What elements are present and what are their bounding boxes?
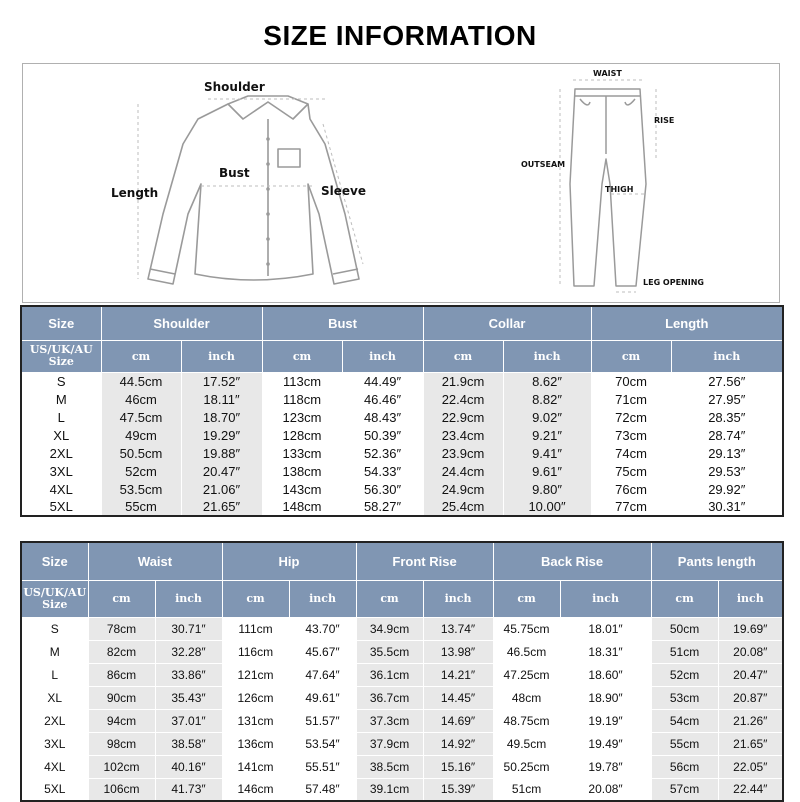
measurement-cell: 48cm xyxy=(493,686,560,709)
measurement-cell: 86cm xyxy=(88,663,155,686)
measurement-cell: 8.82″ xyxy=(503,390,591,408)
measurement-cell: 21.06″ xyxy=(181,480,262,498)
measurement-cell: 46.46″ xyxy=(342,390,423,408)
measurement-cell: 27.56″ xyxy=(671,372,783,390)
measurement-cell: 34.9cm xyxy=(356,617,423,640)
unit-cm: cm xyxy=(262,340,342,372)
measurement-cell: 54cm xyxy=(651,709,718,732)
header-length: Length xyxy=(591,306,783,340)
measurement-cell: 36.7cm xyxy=(356,686,423,709)
measurement-cell: 19.78″ xyxy=(560,755,651,778)
thigh-label: THIGH xyxy=(605,185,634,194)
size-cell: 4XL xyxy=(21,755,88,778)
table-row xyxy=(21,617,783,640)
size-cell: S xyxy=(21,372,101,390)
measurement-cell: 20.47″ xyxy=(718,663,783,686)
measurement-cell: 47.64″ xyxy=(289,663,356,686)
measurement-cell: 38.58″ xyxy=(155,732,222,755)
measurement-cell: 94cm xyxy=(88,709,155,732)
size-cell: 3XL xyxy=(21,732,88,755)
unit-cm: cm xyxy=(493,580,560,617)
measurement-cell: 53cm xyxy=(651,686,718,709)
measurement-cell: 106cm xyxy=(88,778,155,801)
measurement-diagram xyxy=(22,63,780,303)
table-row xyxy=(21,408,783,426)
measurement-cell: 47.5cm xyxy=(101,408,181,426)
measurement-cell: 22.9cm xyxy=(423,408,503,426)
size-cell: 5XL xyxy=(21,498,101,516)
unit-inch: inch xyxy=(342,340,423,372)
measurement-cell: 46.5cm xyxy=(493,640,560,663)
measurement-cell: 33.86″ xyxy=(155,663,222,686)
measurement-cell: 19.88″ xyxy=(181,444,262,462)
unit-cm: cm xyxy=(88,580,155,617)
measurement-cell: 138cm xyxy=(262,462,342,480)
measurement-cell: 126cm xyxy=(222,686,289,709)
shoulder-label: Shoulder xyxy=(204,80,265,94)
measurement-cell: 9.61″ xyxy=(503,462,591,480)
waist-label: WAIST xyxy=(593,69,622,78)
table-row xyxy=(21,390,783,408)
measurement-cell: 52cm xyxy=(651,663,718,686)
measurement-cell: 72cm xyxy=(591,408,671,426)
unit-inch: inch xyxy=(155,580,222,617)
shirt-illustration xyxy=(23,64,383,302)
unit-inch: inch xyxy=(423,580,493,617)
measurement-cell: 51.57″ xyxy=(289,709,356,732)
measurement-cell: 25.4cm xyxy=(423,498,503,516)
size-cell: M xyxy=(21,390,101,408)
pants-table-body xyxy=(21,617,783,801)
measurement-cell: 55cm xyxy=(101,498,181,516)
page-title: SIZE INFORMATION xyxy=(263,20,537,51)
measurement-cell: 18.90″ xyxy=(560,686,651,709)
measurement-cell: 14.45″ xyxy=(423,686,493,709)
measurement-cell: 54.33″ xyxy=(342,462,423,480)
measurement-cell: 20.47″ xyxy=(181,462,262,480)
header-hip: Hip xyxy=(222,542,356,580)
measurement-cell: 14.21″ xyxy=(423,663,493,686)
measurement-cell: 111cm xyxy=(222,617,289,640)
measurement-cell: 21.9cm xyxy=(423,372,503,390)
length-label: Length xyxy=(111,186,159,200)
header-pants-length: Pants length xyxy=(651,542,783,580)
measurement-cell: 30.71″ xyxy=(155,617,222,640)
header-collar: Collar xyxy=(423,306,591,340)
sleeve-label: Sleeve xyxy=(321,184,366,198)
measurement-cell: 143cm xyxy=(262,480,342,498)
table-row xyxy=(21,498,783,516)
measurement-cell: 9.80″ xyxy=(503,480,591,498)
measurement-cell: 13.74″ xyxy=(423,617,493,640)
table-row xyxy=(21,709,783,732)
measurement-cell: 23.4cm xyxy=(423,426,503,444)
measurement-cell: 50.5cm xyxy=(101,444,181,462)
measurement-cell: 39.1cm xyxy=(356,778,423,801)
bust-label: Bust xyxy=(219,166,250,180)
header-waist: Waist xyxy=(88,542,222,580)
measurement-cell: 38.5cm xyxy=(356,755,423,778)
measurement-cell: 37.3cm xyxy=(356,709,423,732)
unit-cm: cm xyxy=(356,580,423,617)
measurement-cell: 24.4cm xyxy=(423,462,503,480)
size-cell: L xyxy=(21,408,101,426)
measurement-cell: 49.61″ xyxy=(289,686,356,709)
size-sub-label: US/UK/AU Size xyxy=(21,580,88,617)
measurement-cell: 27.95″ xyxy=(671,390,783,408)
measurement-cell: 44.49″ xyxy=(342,372,423,390)
measurement-cell: 75cm xyxy=(591,462,671,480)
measurement-cell: 53.54″ xyxy=(289,732,356,755)
measurement-cell: 45.75cm xyxy=(493,617,560,640)
measurement-cell: 19.19″ xyxy=(560,709,651,732)
measurement-cell: 8.62″ xyxy=(503,372,591,390)
measurement-cell: 15.16″ xyxy=(423,755,493,778)
measurement-cell: 45.67″ xyxy=(289,640,356,663)
measurement-cell: 98cm xyxy=(88,732,155,755)
measurement-cell: 49.5cm xyxy=(493,732,560,755)
measurement-cell: 50.25cm xyxy=(493,755,560,778)
measurement-cell: 41.73″ xyxy=(155,778,222,801)
measurement-cell: 29.53″ xyxy=(671,462,783,480)
measurement-cell: 22.44″ xyxy=(718,778,783,801)
measurement-cell: 15.39″ xyxy=(423,778,493,801)
unit-inch: inch xyxy=(503,340,591,372)
measurement-cell: 21.65″ xyxy=(718,732,783,755)
measurement-cell: 30.31″ xyxy=(671,498,783,516)
table-row xyxy=(21,778,783,801)
table-row xyxy=(21,663,783,686)
pants-size-table xyxy=(20,541,784,802)
header-shoulder: Shoulder xyxy=(101,306,262,340)
measurement-cell: 121cm xyxy=(222,663,289,686)
measurement-cell: 48.43″ xyxy=(342,408,423,426)
measurement-cell: 77cm xyxy=(591,498,671,516)
measurement-cell: 9.41″ xyxy=(503,444,591,462)
table-row xyxy=(21,732,783,755)
measurement-cell: 58.27″ xyxy=(342,498,423,516)
measurement-cell: 21.65″ xyxy=(181,498,262,516)
rise-label: RISE xyxy=(654,116,675,125)
measurement-cell: 20.08″ xyxy=(718,640,783,663)
header-size: Size xyxy=(21,542,88,580)
measurement-cell: 21.26″ xyxy=(718,709,783,732)
measurement-cell: 56.30″ xyxy=(342,480,423,498)
leg-opening-label: LEG OPENING xyxy=(643,278,704,287)
measurement-cell: 141cm xyxy=(222,755,289,778)
size-cell: 4XL xyxy=(21,480,101,498)
measurement-cell: 18.11″ xyxy=(181,390,262,408)
size-cell: S xyxy=(21,617,88,640)
measurement-cell: 47.25cm xyxy=(493,663,560,686)
unit-inch: inch xyxy=(181,340,262,372)
measurement-cell: 57cm xyxy=(651,778,718,801)
header-front-rise: Front Rise xyxy=(356,542,493,580)
measurement-cell: 133cm xyxy=(262,444,342,462)
unit-inch: inch xyxy=(718,580,783,617)
measurement-cell: 78cm xyxy=(88,617,155,640)
table-row xyxy=(21,640,783,663)
measurement-cell: 35.43″ xyxy=(155,686,222,709)
measurement-cell: 28.74″ xyxy=(671,426,783,444)
header-back-rise: Back Rise xyxy=(493,542,651,580)
measurement-cell: 19.29″ xyxy=(181,426,262,444)
measurement-cell: 29.92″ xyxy=(671,480,783,498)
measurement-cell: 50cm xyxy=(651,617,718,640)
table-row xyxy=(21,462,783,480)
size-cell: L xyxy=(21,663,88,686)
measurement-cell: 18.31″ xyxy=(560,640,651,663)
measurement-cell: 146cm xyxy=(222,778,289,801)
measurement-cell: 13.98″ xyxy=(423,640,493,663)
measurement-cell: 74cm xyxy=(591,444,671,462)
unit-cm: cm xyxy=(423,340,503,372)
measurement-cell: 22.4cm xyxy=(423,390,503,408)
unit-inch: inch xyxy=(671,340,783,372)
measurement-cell: 18.70″ xyxy=(181,408,262,426)
unit-inch: inch xyxy=(560,580,651,617)
table-row xyxy=(21,755,783,778)
table-row xyxy=(21,686,783,709)
measurement-cell: 28.35″ xyxy=(671,408,783,426)
measurement-cell: 44.5cm xyxy=(101,372,181,390)
measurement-cell: 29.13″ xyxy=(671,444,783,462)
measurement-cell: 128cm xyxy=(262,426,342,444)
outseam-label: OUTSEAM xyxy=(521,160,566,169)
measurement-cell: 50.39″ xyxy=(342,426,423,444)
header-size: Size xyxy=(21,306,101,340)
measurement-cell: 76cm xyxy=(591,480,671,498)
measurement-cell: 123cm xyxy=(262,408,342,426)
unit-cm: cm xyxy=(591,340,671,372)
measurement-cell: 116cm xyxy=(222,640,289,663)
measurement-cell: 14.92″ xyxy=(423,732,493,755)
measurement-cell: 48.75cm xyxy=(493,709,560,732)
measurement-cell: 49cm xyxy=(101,426,181,444)
table-row xyxy=(21,444,783,462)
measurement-cell: 23.9cm xyxy=(423,444,503,462)
measurement-cell: 19.69″ xyxy=(718,617,783,640)
size-cell: M xyxy=(21,640,88,663)
measurement-cell: 82cm xyxy=(88,640,155,663)
shirt-size-table xyxy=(20,305,784,517)
size-cell: XL xyxy=(21,426,101,444)
measurement-cell: 36.1cm xyxy=(356,663,423,686)
measurement-cell: 18.01″ xyxy=(560,617,651,640)
measurement-cell: 20.87″ xyxy=(718,686,783,709)
measurement-cell: 24.9cm xyxy=(423,480,503,498)
measurement-cell: 148cm xyxy=(262,498,342,516)
measurement-cell: 73cm xyxy=(591,426,671,444)
measurement-cell: 102cm xyxy=(88,755,155,778)
measurement-cell: 37.9cm xyxy=(356,732,423,755)
measurement-cell: 10.00″ xyxy=(503,498,591,516)
measurement-cell: 55.51″ xyxy=(289,755,356,778)
measurement-cell: 40.16″ xyxy=(155,755,222,778)
measurement-cell: 37.01″ xyxy=(155,709,222,732)
measurement-cell: 20.08″ xyxy=(560,778,651,801)
measurement-cell: 53.5cm xyxy=(101,480,181,498)
measurement-cell: 51cm xyxy=(493,778,560,801)
measurement-cell: 131cm xyxy=(222,709,289,732)
measurement-cell: 56cm xyxy=(651,755,718,778)
measurement-cell: 17.52″ xyxy=(181,372,262,390)
measurement-cell: 19.49″ xyxy=(560,732,651,755)
measurement-cell: 55cm xyxy=(651,732,718,755)
measurement-cell: 52cm xyxy=(101,462,181,480)
measurement-cell: 22.05″ xyxy=(718,755,783,778)
table-row xyxy=(21,426,783,444)
size-cell: 5XL xyxy=(21,778,88,801)
measurement-cell: 118cm xyxy=(262,390,342,408)
measurement-cell: 9.02″ xyxy=(503,408,591,426)
size-cell: 2XL xyxy=(21,444,101,462)
unit-cm: cm xyxy=(222,580,289,617)
measurement-cell: 46cm xyxy=(101,390,181,408)
table-row xyxy=(21,372,783,390)
size-sub-label: US/UK/AU Size xyxy=(21,340,101,372)
measurement-cell: 113cm xyxy=(262,372,342,390)
unit-cm: cm xyxy=(101,340,181,372)
measurement-cell: 71cm xyxy=(591,390,671,408)
unit-cm: cm xyxy=(651,580,718,617)
measurement-cell: 90cm xyxy=(88,686,155,709)
measurement-cell: 32.28″ xyxy=(155,640,222,663)
measurement-cell: 35.5cm xyxy=(356,640,423,663)
measurement-cell: 18.60″ xyxy=(560,663,651,686)
unit-inch: inch xyxy=(289,580,356,617)
measurement-cell: 43.70″ xyxy=(289,617,356,640)
measurement-cell: 70cm xyxy=(591,372,671,390)
measurement-cell: 14.69″ xyxy=(423,709,493,732)
table-row xyxy=(21,480,783,498)
shirt-table-body xyxy=(21,372,783,516)
measurement-cell: 136cm xyxy=(222,732,289,755)
measurement-cell: 57.48″ xyxy=(289,778,356,801)
measurement-cell: 52.36″ xyxy=(342,444,423,462)
size-cell: XL xyxy=(21,686,88,709)
measurement-cell: 51cm xyxy=(651,640,718,663)
size-cell: 2XL xyxy=(21,709,88,732)
header-bust: Bust xyxy=(262,306,423,340)
measurement-cell: 9.21″ xyxy=(503,426,591,444)
pants-illustration xyxy=(518,64,718,302)
size-cell: 3XL xyxy=(21,462,101,480)
